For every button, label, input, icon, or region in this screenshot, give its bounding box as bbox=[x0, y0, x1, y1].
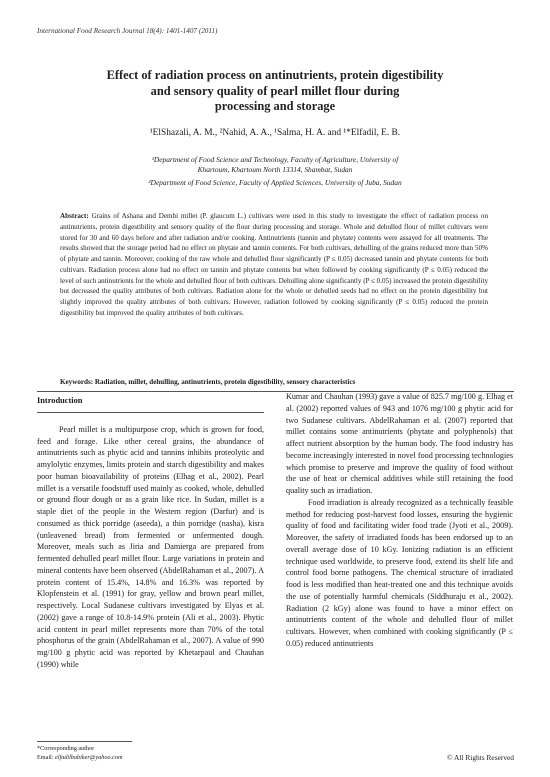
section-heading-introduction: Introduction bbox=[37, 396, 83, 405]
journal-header: International Food Research Journal 18(4): 1401-1407 (2011) bbox=[37, 27, 218, 35]
keywords: Keywords: Radiation, millet, dehulling, antinutrients, protein digestibility, sensory characteristics bbox=[60, 378, 356, 386]
intro-paragraph-2: Kumar and Chauhan (1993) gave a value of 825.7 mg/100 g. Elhag et al. (2002) reported values of 943 and 1076 mg/100 g phytic acid for two Sudanese cultivars. AbdelRahaman et al. (2007) reported that millet contains some antinutrients (phytate and polyphenols) that affect nutrient absorption by the human body. The food industry has become increasingly interested in novel food processing technologies which promise to preserve and improve the quality of food without the use of heat or chemical additives while still retaining the food quality such as irradiation. bbox=[286, 392, 513, 495]
email-label: Email: bbox=[37, 754, 54, 761]
authors: ¹ElShazali, A. M., ²Nahid, A. A., ¹Salma, H. A. and ¹*Elfadil, E. B. bbox=[149, 128, 401, 138]
affiliation-2: ²Department of Food Science, Faculty of Applied Sciences, University of Juba, Sudan bbox=[148, 178, 402, 187]
email-line bbox=[37, 754, 122, 761]
affiliation-1 bbox=[80, 155, 470, 176]
left-column bbox=[37, 391, 264, 671]
abstract-text: Grains of Ashana and Dembi millet (P. glaucum L.) cultivars were used in this study to investigate the effect of radiation process on antinutrients, protein digestibility and sensory quality of the flour during processing and storage. Whole and dehulled flour of millet cultivars were stored for 30 and 60 days before and after radiation and/or cooking. Antinutrients (tannin and phytate) contents were assayed for all treatments. The results showed that the storage period had no effect on phytate and tannin contents. For both cultivars, dehulling of the grains reduced more than 50% of phytate and tannin. Moreover, cooking of the raw whole and dehulled flour significantly (P ≤ 0.05) decreased tannin and phytate contents for both cultivars. Radiation process alone had no effect on tannin and phytate contents but when followed by cooking significantly (P ≤ 0.05) reduced the level of such antinutrients for the whole and dehulled flour of both cultivars. Dehulling alone significantly (P ≤ 0.05) increased the protein digestibility but decreased the quality attributes of both cultivars. Radiation alone for the whole or dehulled seeds had no effect on the protein digestibility but slightly improved the quality attributes of both cultivars. However, radiation followed by cooking significantly (P ≤ 0.05) reduced the protein digestibility but improved the quality attributes of both cultivars. bbox=[60, 212, 488, 317]
right-column bbox=[286, 391, 513, 650]
copyright-notice: © All Rights Reserved bbox=[447, 753, 514, 762]
title-line-1: Effect of radiation process on antinutrients, protein digestibility bbox=[106, 68, 444, 82]
abstract bbox=[60, 211, 488, 319]
footnote-divider bbox=[37, 741, 132, 742]
intro-paragraph-1: Pearl millet is a multipurpose crop, which is grown for food, feed and forage. Like other cereal grains, the abundance of antinutrients such as phytic acid and tannins inhibits proteolytic and amylolytic enzymes, limits protein and starch digestibility and makes poor human bioavailability of proteins (Elhag et al., 2002). Pearl millet is a versatile foodstuff used mainly as cooked, whole, dehulled or ground flour dough or as a grain like rice. In Sudan, millet is a staple diet of the people in the Western region (Darfur) and is consumed as thick porridge (aseeda), a thin porridge (nasha), kisra (unleavened bread) from fermented or unfermented dough. Moreover, meals such as Jiria and Damierga are prepared from fermented dehulled pearl millet flour. Large variations in protein and mineral contents have been observed (AbdelRahaman et al., 2007). A protein content of 15.4%, 14.8% and 16.3% was reported by Klopfenstein et al. (1991) for gray, yellow and brown pearl millet, respectively. Local Sudanese cultivars investigated by Elyas et al. (2002) gave a range of 10.8-14.9% protein (Ali et al., 2003). Phytic acid content in pearl millet represents more than 70% of the total phosphorus of the grain (AbdelRahaman et al., 2007). A value of 990 mg/100 g phytic acid was reported by Khetarpaul and Chauhan (1990) while bbox=[37, 424, 264, 669]
corresponding-author-note: *Corresponding author bbox=[37, 745, 95, 752]
title-line-3: processing and storage bbox=[214, 99, 336, 113]
affiliation-1-line-2: Khartoum, Khartoum North 13314, Shambat, Sudan bbox=[197, 165, 353, 175]
email-address: elfadilbabiker@yahoo.com bbox=[55, 754, 123, 761]
title-line-2: and sensory quality of pearl millet flour during bbox=[150, 83, 400, 98]
paper-title bbox=[60, 68, 490, 115]
abstract-label: Abstract: bbox=[60, 212, 89, 220]
intro-paragraph-3: Food irradiation is already recognized as a technically feasible method for reducing post-harvest food losses, ensuring the hygienic quality of food and facilitating wider food trade (Jyoti et al., 2009). Moreover, the safety of irradiated foods has been endorsed up to an overall average dose of 10 kGy. Ionizing radiation is an efficient technique used worldwide, to preserve food, extend its shelf life and control food borne pathogens. The chemical structure of irradiated food is less modified than heat-treated one and this technique avoids the use of potentially harmful chemicals (Siddhuraju et al., 2002). Radiation (2 kGy) alone was found to have a minor effect on antinutrients content of the whole and dehulled flour of millet cultivars. However, when combined with cooking significantly (P ≤ 0.05) reduced antinutrients bbox=[286, 497, 513, 648]
affiliation-1-line-1: ¹Department of Food Science and Technology, Faculty of Agriculture, University of bbox=[151, 155, 399, 164]
